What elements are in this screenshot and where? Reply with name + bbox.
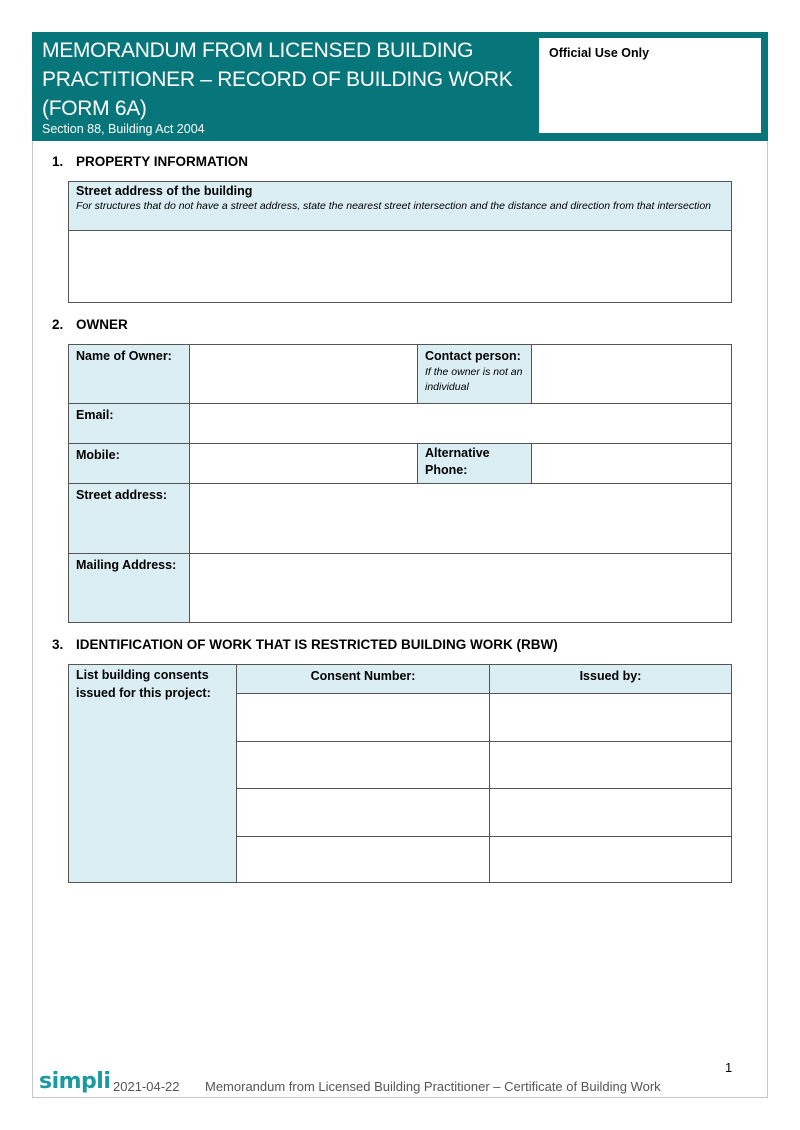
form-title: MEMORANDUM FROM LICENSED BUILDING PRACTITIONER – RECORD OF BUILDING WORK (FORM 6A) [42, 39, 513, 120]
consent-number-cell[interactable] [236, 741, 490, 789]
issued-by-cell[interactable] [489, 788, 732, 837]
official-use-box: Official Use Only [539, 38, 761, 133]
issued-by-cell[interactable] [489, 836, 732, 883]
email-label: Email: [68, 403, 190, 444]
footer-date: 2021-04-22 [113, 1079, 180, 1094]
consent-number-cell[interactable] [236, 788, 490, 837]
simpli-logo: simpli [39, 1069, 111, 1094]
street-field[interactable] [189, 483, 732, 554]
street-label: Street address: [68, 483, 190, 554]
issued-by-header: Issued by: [489, 664, 732, 694]
mobile-label: Mobile: [68, 443, 190, 484]
street-address-label: Street address of the building For structures that do not have a street address, state the nearest street intersection and the distance and direction from that intersection [68, 181, 732, 231]
street-address-field[interactable] [68, 230, 732, 303]
consent-number-header: Consent Number: [236, 664, 490, 694]
contact-person-label: Contact person: If the owner is not an individual [417, 344, 532, 404]
issued-by-cell[interactable] [489, 693, 732, 742]
owner-name-field[interactable] [189, 344, 418, 404]
section-2-heading: 2. OWNER [52, 317, 128, 332]
mailing-field[interactable] [189, 553, 732, 623]
email-field[interactable] [189, 403, 732, 444]
footer-text: Memorandum from Licensed Building Practitioner – Certificate of Building Work [205, 1079, 661, 1094]
alt-phone-field[interactable] [531, 443, 732, 484]
contact-person-field[interactable] [531, 344, 732, 404]
consent-number-cell[interactable] [236, 836, 490, 883]
section-1-heading: 1. PROPERTY INFORMATION [52, 154, 249, 169]
consents-label: List building consents issued for this project: [68, 664, 237, 883]
mobile-field[interactable] [189, 443, 418, 484]
consent-number-cell[interactable] [236, 693, 490, 742]
page-number: 1 [725, 1060, 733, 1075]
alt-phone-label: Alternative Phone: [417, 443, 532, 484]
issued-by-cell[interactable] [489, 741, 732, 789]
section-3-heading: 3. IDENTIFICATION OF WORK THAT IS RESTRICTED BUILDING WORK (RBW) [52, 637, 558, 652]
owner-name-label: Name of Owner: [68, 344, 190, 404]
mailing-label: Mailing Address: [68, 553, 190, 623]
form-subtitle: Section 88, Building Act 2004 [42, 122, 205, 136]
